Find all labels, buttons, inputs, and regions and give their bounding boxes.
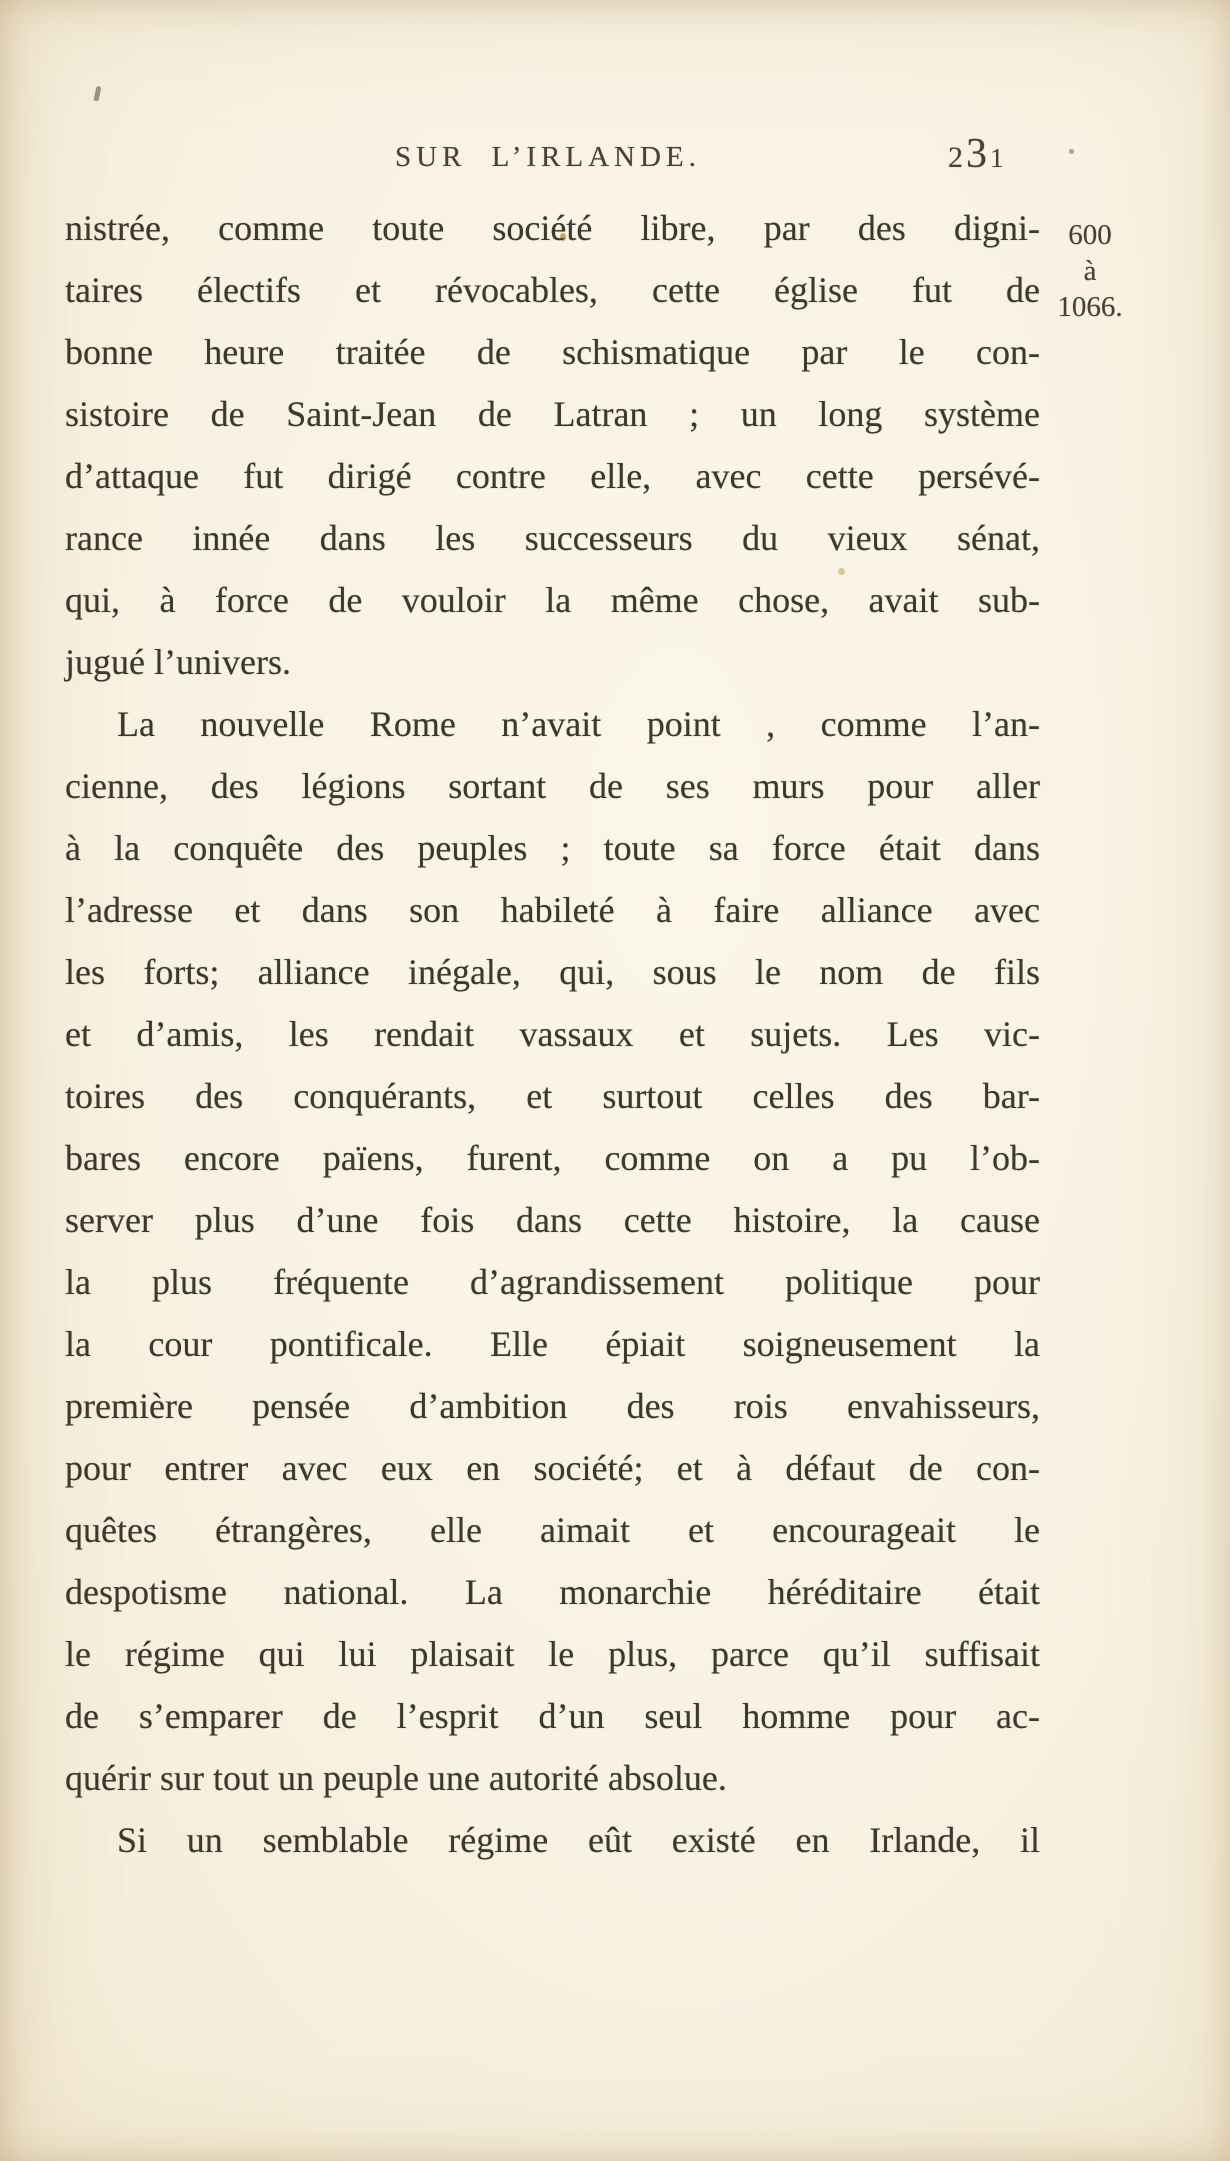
ink-speck: [93, 86, 101, 102]
page-number: [948, 130, 1007, 178]
text-line: quérir sur tout un peuple une autorité absolue.: [65, 1758, 727, 1798]
text-line: les forts; alliance inégale, qui, sous le nom de fils: [65, 952, 1040, 992]
body-text: [65, 197, 1040, 1871]
page-number-digit: 2: [948, 141, 966, 174]
text-line: de s’emparer de l’esprit d’un seul homme pour ac-: [65, 1696, 1040, 1736]
text-line: la plus fréquente d’agrandissement politique pour: [65, 1262, 1040, 1302]
text-line: première pensée d’ambition des rois envahisseurs,: [65, 1386, 1040, 1426]
text-line: quêtes étrangères, elle aimait et encourageait le: [65, 1510, 1040, 1550]
text-line: rance innée dans les successeurs du vieux sénat,: [65, 518, 1040, 558]
margin-note-line: 600: [1068, 219, 1112, 251]
text-line: cienne, des légions sortant de ses murs pour aller: [65, 766, 1040, 806]
text-line: le régime qui lui plaisait le plus, parce qu’il suffisait: [65, 1634, 1040, 1674]
text-line: bares encore païens, furent, comme on a pu l’ob-: [65, 1138, 1040, 1178]
text-line: Si un semblable régime eût existé en Irlande, il: [117, 1820, 1040, 1860]
text-line: toires des conquérants, et surtout celles des bar-: [65, 1076, 1040, 1116]
text-line: l’adresse et dans son habileté à faire alliance avec: [65, 890, 1040, 930]
page-number-digit: 3: [966, 131, 990, 177]
text-line: bonne heure traitée de schismatique par le con-: [65, 332, 1040, 372]
text-line: taires électifs et révocables, cette église fut de: [65, 270, 1040, 310]
text-line: La nouvelle Rome n’avait point , comme l’an-: [117, 704, 1040, 744]
margin-date-note: [1028, 217, 1152, 325]
text-line: nistrée, comme toute société libre, par des digni-: [65, 208, 1040, 248]
page-number-digit: 1: [990, 143, 1007, 173]
text-line: pour entrer avec eux en société; et à défaut de con-: [65, 1448, 1040, 1488]
text-line: la cour pontificale. Elle épiait soigneusement la: [65, 1324, 1040, 1364]
margin-note-line: 1066.: [1057, 291, 1123, 323]
text-line: qui, à force de vouloir la même chose, avait sub-: [65, 580, 1040, 620]
text-line: et d’amis, les rendait vassaux et sujets. Les vic-: [65, 1014, 1040, 1054]
margin-note-line: à: [1083, 255, 1097, 287]
text-line: à la conquête des peuples ; toute sa force était dans: [65, 828, 1040, 868]
text-line: jugué l’univers.: [65, 642, 291, 682]
paper-fleck: [1069, 149, 1074, 154]
text-line: server plus d’une fois dans cette histoire, la cause: [65, 1200, 1040, 1240]
text-line: sistoire de Saint-Jean de Latran ; un long système: [65, 394, 1040, 434]
text-line: despotisme national. La monarchie héréditaire était: [65, 1572, 1040, 1612]
text-line: d’attaque fut dirigé contre elle, avec cette persévé-: [65, 456, 1040, 496]
running-title: SUR L’IRLANDE.: [395, 141, 701, 173]
